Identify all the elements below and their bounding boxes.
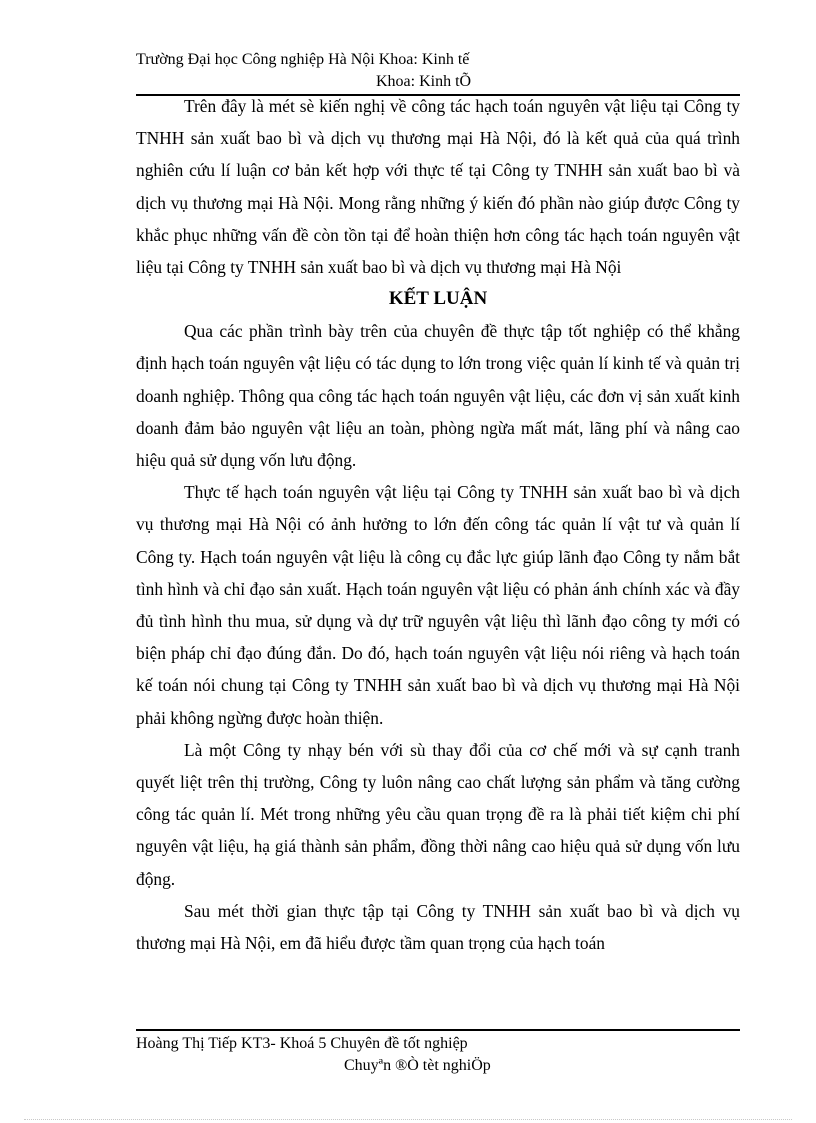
conclusion-paragraph-1: Qua các phần trình bày trên của chuyên đề thực tập tốt nghiệp có thể khẳng định hạch toán nguyên vật liệu có tác dụng to lớn trong việc quản lí kinh tế và quản trị doanh nghiệp. Thông qua công tác hạch toán nguyên vật liệu, các đơn vị sản xuất kinh doanh đảm bảo nguyên vật liệu an toàn, phòng ngừa mất mát, lãng phí và nâng cao hiệu quả sử dụng vốn lưu động.: [136, 321, 740, 471]
conclusion-paragraph-4: Sau mét thời gian thực tập tại Công ty TNHH sản xuất bao bì và dịch vụ thương mại Hà Nội, em đã hiểu được tầm quan trọng của hạch toán: [136, 900, 740, 954]
page-edge: [24, 1119, 792, 1120]
conclusion-heading: KẾT LUẬN: [388, 288, 488, 310]
conclusion-paragraph-2: Thực tế hạch toán nguyên vật liệu tại Công ty TNHH sản xuất bao bì và dịch vụ thương mại Hà Nội có ảnh hưởng to lớn đến công tác quản lí vật tư và quản lí Công ty. Hạch toán nguyên vật liệu là công cụ đắc lực giúp lãnh đạo Công ty nắm bắt tình hình và chỉ đạo sản xuất. Hạch toán nguyên vật liệu có phản ánh chính xác và đầy đủ tình hình thu mua, sử dụng và dự trữ nguyên vật liệu thì lãnh đạo công ty mới có biện pháp chỉ đạo đúng đắn. Do đó, hạch toán nguyên vật liệu nói riêng và hạch toán kế toán nói chung tại Công ty TNHH sản xuất bao bì và dịch vụ thương mại Hà Nội phải không ngừng được hoàn thiện.: [136, 482, 740, 728]
page-footer-author: Hoàng Thị Tiếp KT3- Khoá 5 Chuyên đề tốt nghiệp: [136, 1035, 468, 1052]
conclusion-paragraph-3: Là một Công ty nhạy bén với sù thay đổi của cơ chế mới và sự cạnh tranh quyết liệt trên thị trường, Công ty luôn nâng cao chất lượng sản phẩm và tăng cường công tác quản lí. Mét trong những yêu cầu quan trọng đề ra là phải tiết kiệm chi phí nguyên vật liệu, hạ giá thành sản phẩm, đồng thời nâng cao hiệu quả sử dụng vốn lưu động.: [136, 739, 740, 889]
footer-divider: [136, 1029, 740, 1031]
page-footer-title: Chuyªn ®Ò tèt nghiÖp: [344, 1057, 491, 1074]
page-header-school: Trường Đại học Công nghiệp Hà Nội Khoa: Kinh tế: [136, 51, 470, 68]
intro-paragraph: Trên đây là mét sè kiến nghị về công tác hạch toán nguyên vật liệu tại Công ty TNHH sản xuất bao bì và dịch vụ thương mại Hà Nội, đó là kết quả của quá trình nghiên cứu lí luận cơ bản kết hợp với thực tế tại Công ty TNHH sản xuất bao bì và dịch vụ thương mại Hà Nội. Mong rằng những ý kiến đó phần nào giúp được Công ty khắc phục những vấn đề còn tồn tại để hoàn thiện hơn công tác hạch toán nguyên vật liệu tại Công ty TNHH sản xuất bao bì và dịch vụ thương mại Hà Nội: [136, 96, 740, 278]
document-body: [136, 90, 740, 959]
page-header-faculty: Khoa: Kinh tÕ: [376, 73, 472, 90]
